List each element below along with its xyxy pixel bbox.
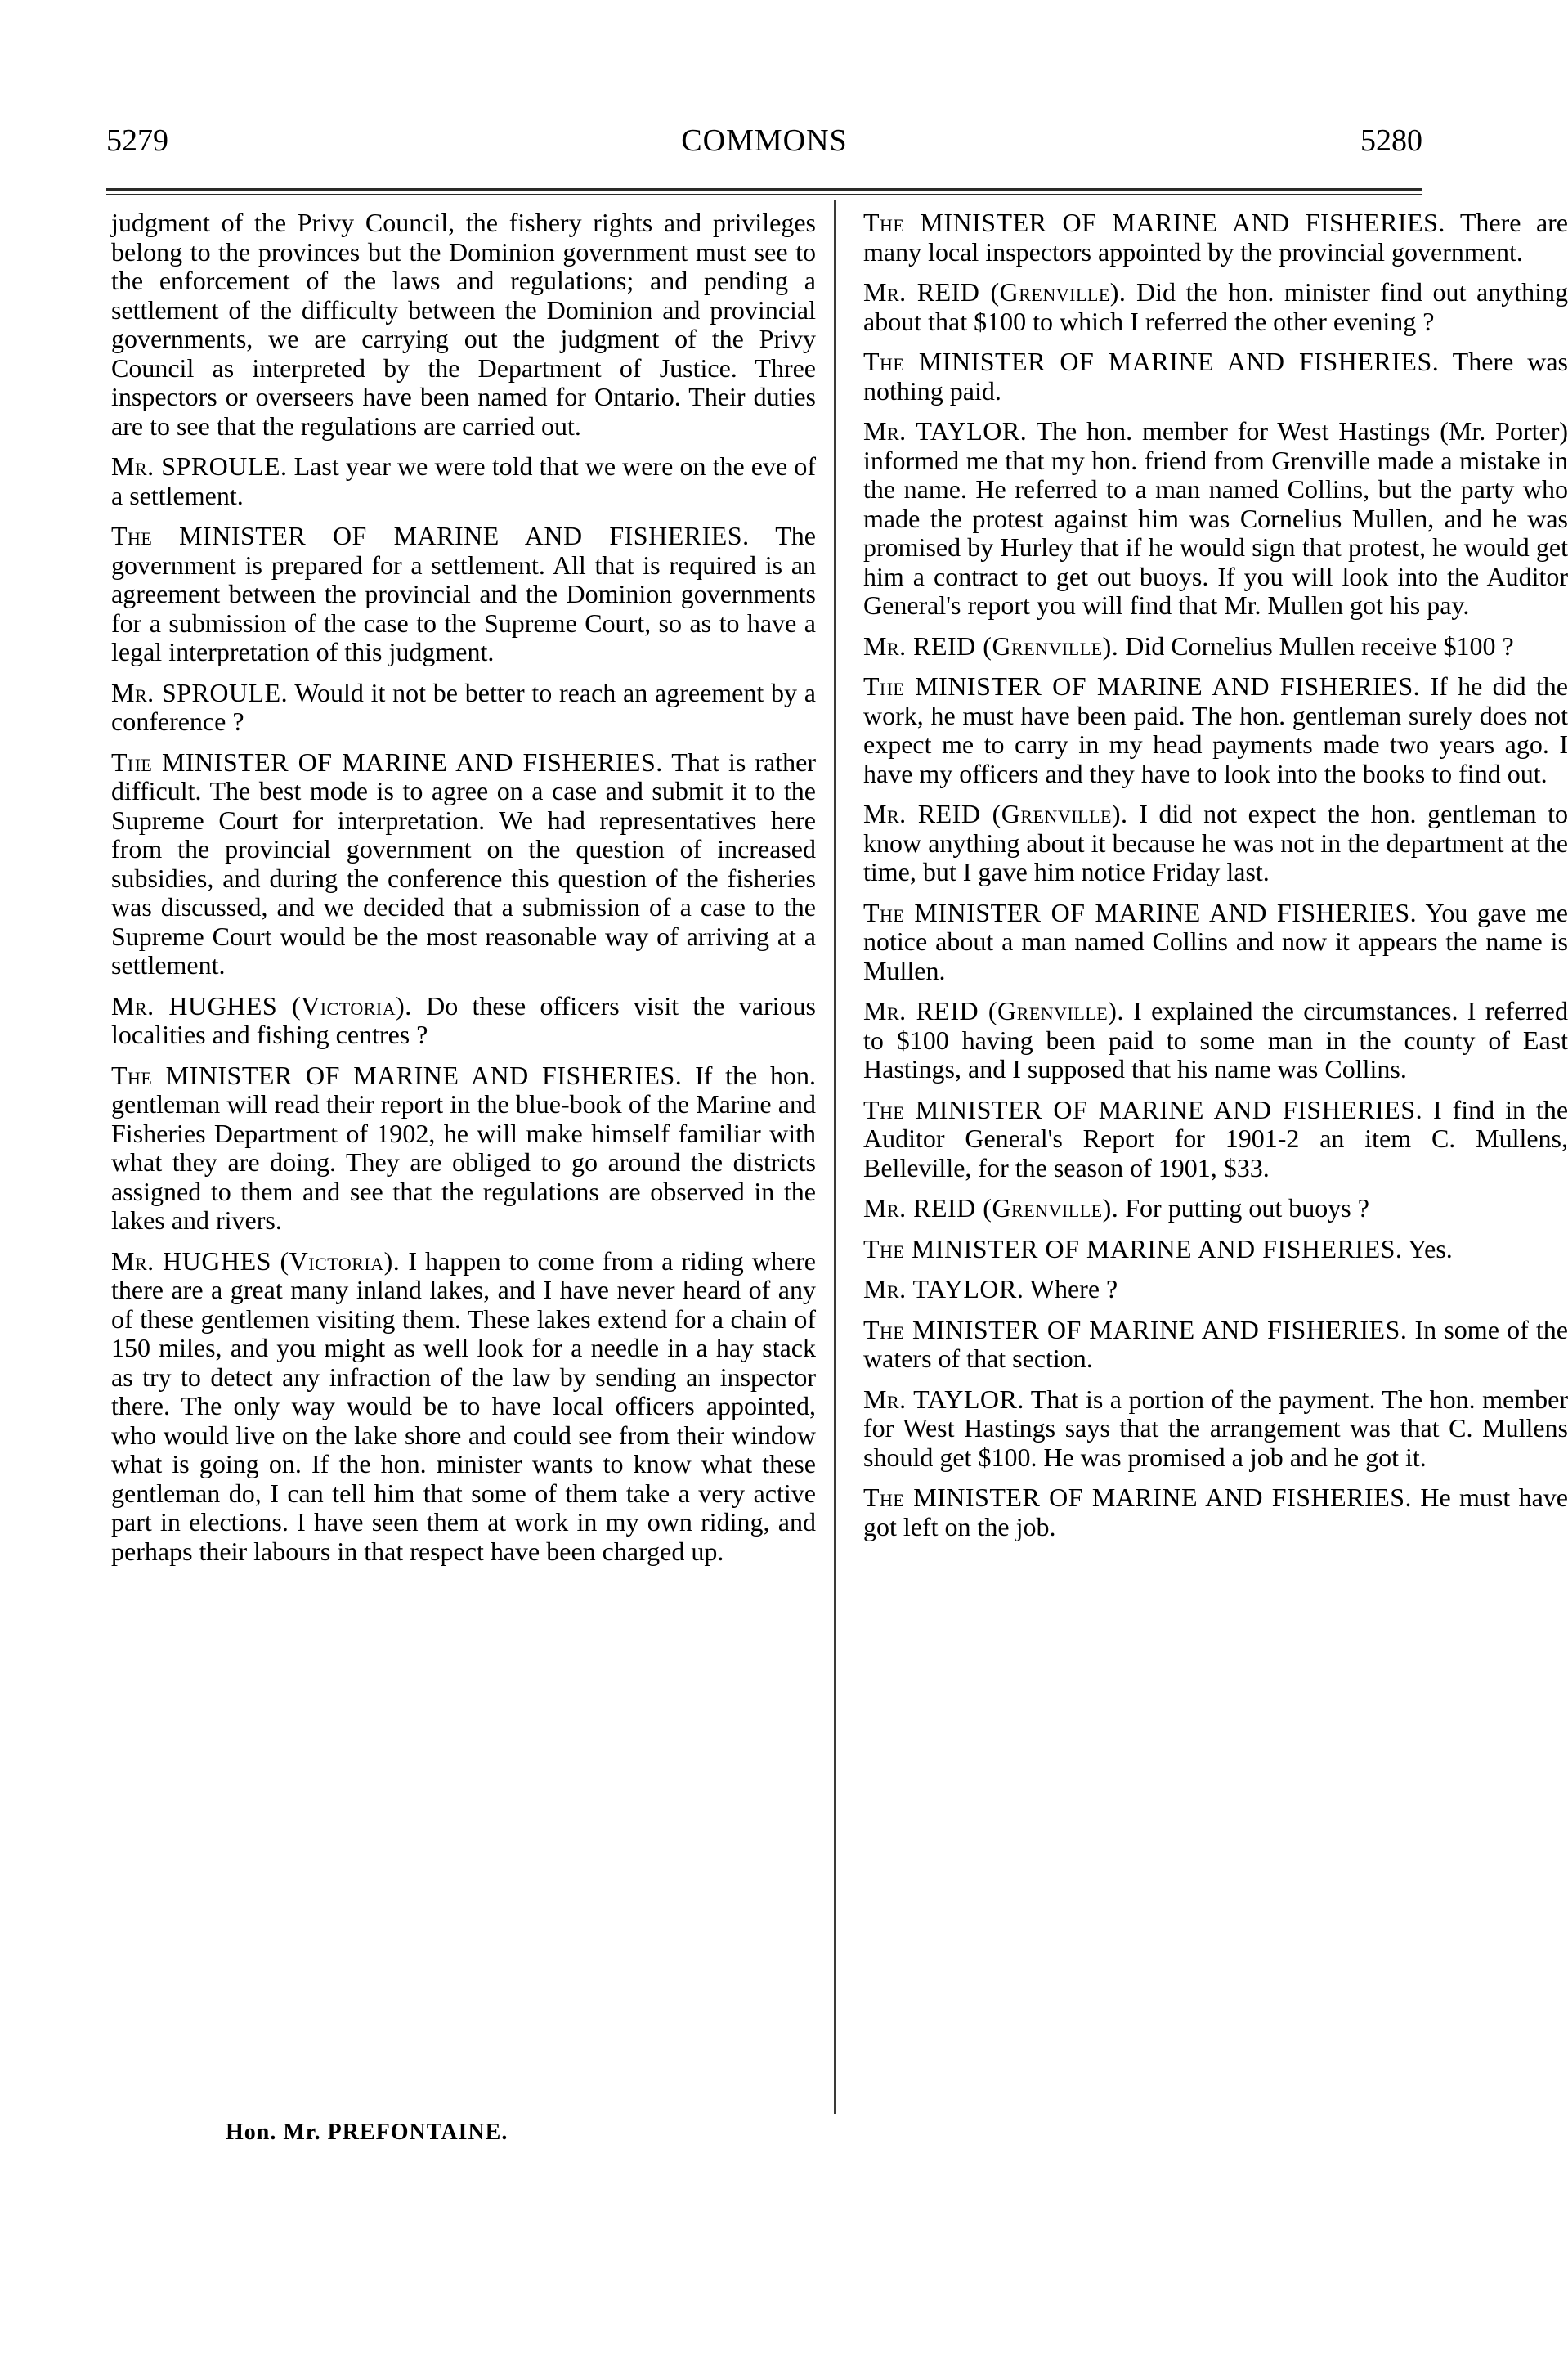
speaker-name: The MINISTER OF MARINE AND FISHERIES. <box>863 1233 1403 1263</box>
speaker-name: Mr. HUGHES (Victoria). <box>111 1245 401 1276</box>
paragraph <box>863 278 1568 336</box>
speaker-name: Mr. SPROULE. <box>111 451 288 481</box>
speaker-name: Mr. REID (Grenville). <box>863 799 1128 828</box>
speaker-name: Mr. REID (Grenville). <box>863 996 1124 1025</box>
speech-text: He must have got left on the job. <box>863 1483 1568 1541</box>
speech-text: You gave me notice about a man named Collins and now it appears the name is Mullen. <box>863 897 1568 985</box>
speech-text: I find in the Auditor General's Report for 1901-2 an item C. Mullens, Belleville, for the season of 1901, $33. <box>863 1094 1568 1182</box>
speech-text: Did the hon. minister find out anything about that $100 to which I referred the other evening ? <box>863 277 1568 336</box>
header-rule <box>106 188 1422 191</box>
speaker-name: Mr. TAYLOR. <box>863 416 1028 446</box>
paragraph <box>111 679 816 737</box>
speaker-name: Mr. TAYLOR. <box>863 1274 1024 1303</box>
speaker-name: The MINISTER OF MARINE AND FISHERIES. <box>863 1314 1408 1344</box>
speech-text: That is a portion of the payment. The hon. member for West Hastings says that the arrangement was that C. Mullens should get $100. He was promised a job and he got it. <box>863 1384 1568 1472</box>
paragraph <box>863 1275 1568 1304</box>
speech-text: Last year we were told that we were on the eve of a settlement. <box>111 451 816 510</box>
paragraph <box>863 1235 1568 1264</box>
speech-text: I happen to come from a riding where there are a great many inland lakes, and I have never heard of any of these gentlemen visiting them. These lakes extend for a chain of 150 miles, and you might as well look for a needle in a hay stack as try to detect any infraction of the law by sending an inspector there. The only way would be to have local officers appointed, who would live on the lake shore and could see from their window what is going on. If the hon. minister wants to know what these gentleman do, I can tell him that some of them take a very active part in elections. I have seen them at work in my own riding, and perhaps their labours in that respect have been charged up. <box>111 1245 816 1566</box>
speech-text: I explained the circumstances. I referred to $100 having been paid to some man in the county of East Hastings, and I supposed that his name was Collins. <box>863 996 1568 1084</box>
page-title: COMMONS <box>681 123 848 158</box>
header-rule-thin <box>106 194 1422 195</box>
paragraph <box>863 417 1568 621</box>
column-divider <box>834 200 836 2114</box>
paragraph <box>863 209 1568 267</box>
speaker-name: Mr. SPROULE. <box>111 677 289 707</box>
footer-speaker: Hon. Mr. PREFONTAINE. <box>226 2120 508 2145</box>
paragraph <box>111 522 816 667</box>
speech-text: judgment of the Privy Council, the fishery rights and privileges belong to the provinces but the Dominion government must see to the enforcement of the laws and regulations; and pending a settlement of the difficulty between the Dominion and provincial governments, we are carrying out the judgment of the Privy Council as interpreted by the Department of Justice. Three inspectors or overseers have been named for Ontario. Their duties are to see that the regulations are carried out. <box>111 208 816 441</box>
speaker-name: The MINISTER OF MARINE AND FISHERIES. <box>863 347 1440 376</box>
speaker-name: The MINISTER OF MARINE AND FISHERIES. <box>111 747 663 777</box>
speech-text: Where ? <box>1029 1274 1118 1303</box>
speaker-name: Mr. HUGHES (Victoria). <box>111 990 412 1021</box>
speech-text: Yes. <box>1408 1233 1453 1263</box>
paragraph <box>111 748 816 980</box>
paragraph <box>863 1096 1568 1183</box>
speech-text: Did Cornelius Mullen receive $100 ? <box>1125 630 1514 661</box>
speaker-name: The MINISTER OF MARINE AND FISHERIES. <box>111 521 750 550</box>
paragraph <box>863 899 1568 986</box>
speaker-name: Mr. REID (Grenville). <box>863 1193 1119 1223</box>
left-column <box>111 209 816 2155</box>
paragraph <box>111 1061 816 1236</box>
speaker-name: The MINISTER OF MARINE AND FISHERIES. <box>863 1094 1423 1124</box>
speech-text: That is rather difficult. The best mode is to agree on a case and submit it to the Supreme Court for interpretation. We had representatives here from the provincial government on the question of increased subsidies, and during the conference this question of the fisheries was discussed, and we decided that a submission of a case to the Supreme Court would be the most reasonable way of arriving at a settlement. <box>111 747 817 980</box>
speech-text: The hon. member for West Hastings (Mr. Porter) informed me that my hon. friend from Grenville made a mistake in the name. He referred to a man named Collins, but the party who made the protest against him was Cornelius Mullen, and he was promised by Hurley that if he would sign that protest, he would get him a contract to get out buoys. If you will look into the Auditor General's report you will find that Mr. Mullen got his pay. <box>863 416 1568 620</box>
speaker-name: The MINISTER OF MARINE AND FISHERIES. <box>863 897 1418 927</box>
right-column <box>863 209 1568 2155</box>
page-number-right: 5280 <box>1360 123 1422 158</box>
paragraph <box>863 1316 1568 1374</box>
page-header <box>106 123 1422 172</box>
paragraph <box>863 800 1568 887</box>
paragraph <box>863 1483 1568 1541</box>
paragraph <box>863 632 1568 662</box>
paragraph <box>863 997 1568 1084</box>
speaker-name: The MINISTER OF MARINE AND FISHERIES. <box>111 1060 683 1090</box>
speech-text: In some of the waters of that section. <box>863 1314 1568 1373</box>
speech-text: The government is prepared for a settlement. All that is required is an agreement between the provincial and the Dominion governments for a submission of the case to the Supreme Court, so as to have a legal interpretation of this judgment. <box>111 521 816 666</box>
paragraph <box>111 209 816 441</box>
speaker-name: The MINISTER OF MARINE AND FISHERIES. <box>863 671 1421 701</box>
speech-text: Would it not be better to reach an agreement by a conference ? <box>111 677 816 736</box>
speech-text: If he did the work, he must have been paid. The hon. gentleman surely does not expect me to carry in my head payments made two years ago. I have my officers and they have to look into the books to find out. <box>863 671 1568 788</box>
speaker-name: Mr. REID (Grenville). <box>863 630 1119 661</box>
speaker-name: The MINISTER OF MARINE AND FISHERIES. <box>863 1483 1413 1512</box>
paragraph <box>863 1385 1568 1473</box>
speaker-name: The MINISTER OF MARINE AND FISHERIES. <box>863 208 1445 237</box>
speech-text: Do these officers visit the various localities and fishing centres ? <box>111 990 817 1049</box>
speech-text: For putting out buoys ? <box>1125 1193 1369 1223</box>
speech-text: If the hon. gentleman will read their report in the blue-book of the Marine and Fisheries Department of 1902, he will make himself familiar with what they are doing. They are obliged to go around the districts assigned to them and see that the regulations are observed in the lakes and rivers. <box>111 1060 817 1235</box>
speech-text: There was nothing paid. <box>863 347 1568 406</box>
page-number-left: 5279 <box>106 123 168 158</box>
paragraph <box>863 672 1568 788</box>
speech-text: I did not expect the hon. gentleman to know anything about it because he was not in the department at the time, but I gave him notice Friday last. <box>863 799 1568 886</box>
speech-text: There are many local inspectors appointed by the provincial government. <box>863 208 1568 267</box>
paragraph <box>863 348 1568 406</box>
paragraph <box>111 992 816 1050</box>
paragraph <box>111 1247 816 1567</box>
paragraph <box>111 452 816 510</box>
speaker-name: Mr. REID (Grenville). <box>863 277 1127 307</box>
paragraph <box>863 1194 1568 1223</box>
speaker-name: Mr. TAYLOR. <box>863 1384 1024 1414</box>
